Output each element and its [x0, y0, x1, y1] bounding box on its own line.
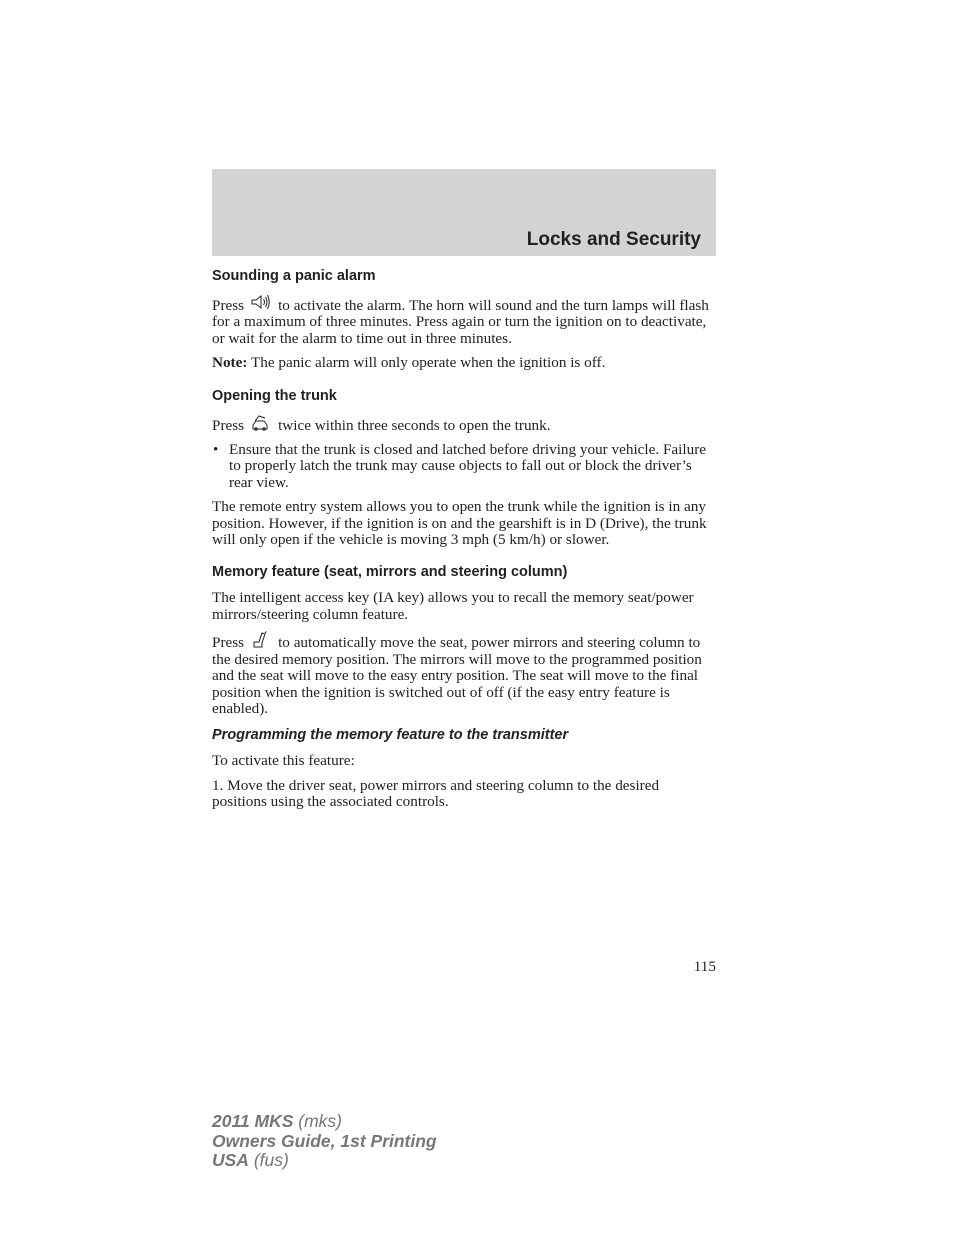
- trunk-remote-paragraph: The remote entry system allows you to open the trunk while the ignition is in any position. However, if the ignition is on and the gearshift is in D (Drive), the trunk will only open if the vehicle is moving 3 mph (5 km/h) or slower.: [212, 498, 707, 549]
- section-heading-panic: Sounding a panic alarm: [212, 268, 376, 284]
- page-number: 115: [693, 958, 716, 975]
- panic-note: [212, 355, 716, 371]
- memory-paragraph-2: [212, 631, 716, 717]
- list-item: [212, 442, 716, 491]
- footer: [212, 1112, 437, 1171]
- note-label: Note:: [212, 354, 248, 372]
- trunk-press-label: Press: [212, 416, 245, 434]
- page-title: Locks and Security: [526, 229, 701, 250]
- horn-icon: [250, 294, 270, 312]
- footer-model-code: (mks): [293, 1111, 342, 1131]
- bullet-text: Ensure that the trunk is closed and latched before driving your vehicle. Failure to properly latch the trunk may cause objects to fall out or block the driver’s rear view.: [229, 441, 706, 491]
- memory-text: to automatically move the seat, power mirrors and steering column to the desired memory position. The mirrors will move to the programmed position and the seat will move to the easy entry position. The seat will move to the final position when the ignition is switched out of off (if the easy entry feature is enabled).: [212, 634, 702, 717]
- panic-press-label: Press: [212, 297, 245, 314]
- header-band: [212, 169, 716, 256]
- memory-press-label: Press: [212, 634, 245, 652]
- footer-line-3: [212, 1151, 437, 1171]
- memory-paragraph-1: The intelligent access key (IA key) allows you to recall the memory seat/power mirrors/steering column feature.: [212, 589, 694, 623]
- note-text: The panic alarm will only operate when the ignition is off.: [250, 354, 606, 372]
- programming-paragraph-2: 1. Move the driver seat, power mirrors and steering column to the desired positions using the associated controls.: [212, 776, 660, 811]
- section-heading-trunk: Opening the trunk: [212, 387, 337, 404]
- section-heading-memory: Memory feature (seat, mirrors and steering column): [212, 564, 568, 581]
- trunk-open-icon: [250, 414, 270, 432]
- footer-model: 2011 MKS: [212, 1111, 294, 1131]
- footer-line-1: [212, 1112, 437, 1132]
- bullet-marker: •: [213, 441, 219, 459]
- trunk-paragraph: [212, 414, 716, 434]
- footer-region: USA: [212, 1150, 249, 1170]
- page-content: [212, 266, 716, 819]
- programming-paragraph-1: To activate this feature:: [212, 752, 355, 770]
- trunk-bullet-list: [212, 442, 716, 491]
- footer-guide: Owners Guide, 1st Printing: [212, 1130, 437, 1151]
- trunk-text: twice within three seconds to open the trunk.: [278, 416, 551, 434]
- section-heading-programming: Programming the memory feature to the transmitter: [212, 727, 569, 744]
- footer-line-2: [212, 1132, 437, 1152]
- panic-paragraph: [212, 294, 716, 347]
- footer-region-code: (fus): [248, 1150, 289, 1170]
- panic-text: to activate the alarm. The horn will sound and the turn lamps will flash for a maximum of three minutes. Press again or turn the ignition on to deactivate, or wait for the alarm to time out in three minutes.: [212, 297, 709, 347]
- seat-memory-icon: [250, 631, 270, 649]
